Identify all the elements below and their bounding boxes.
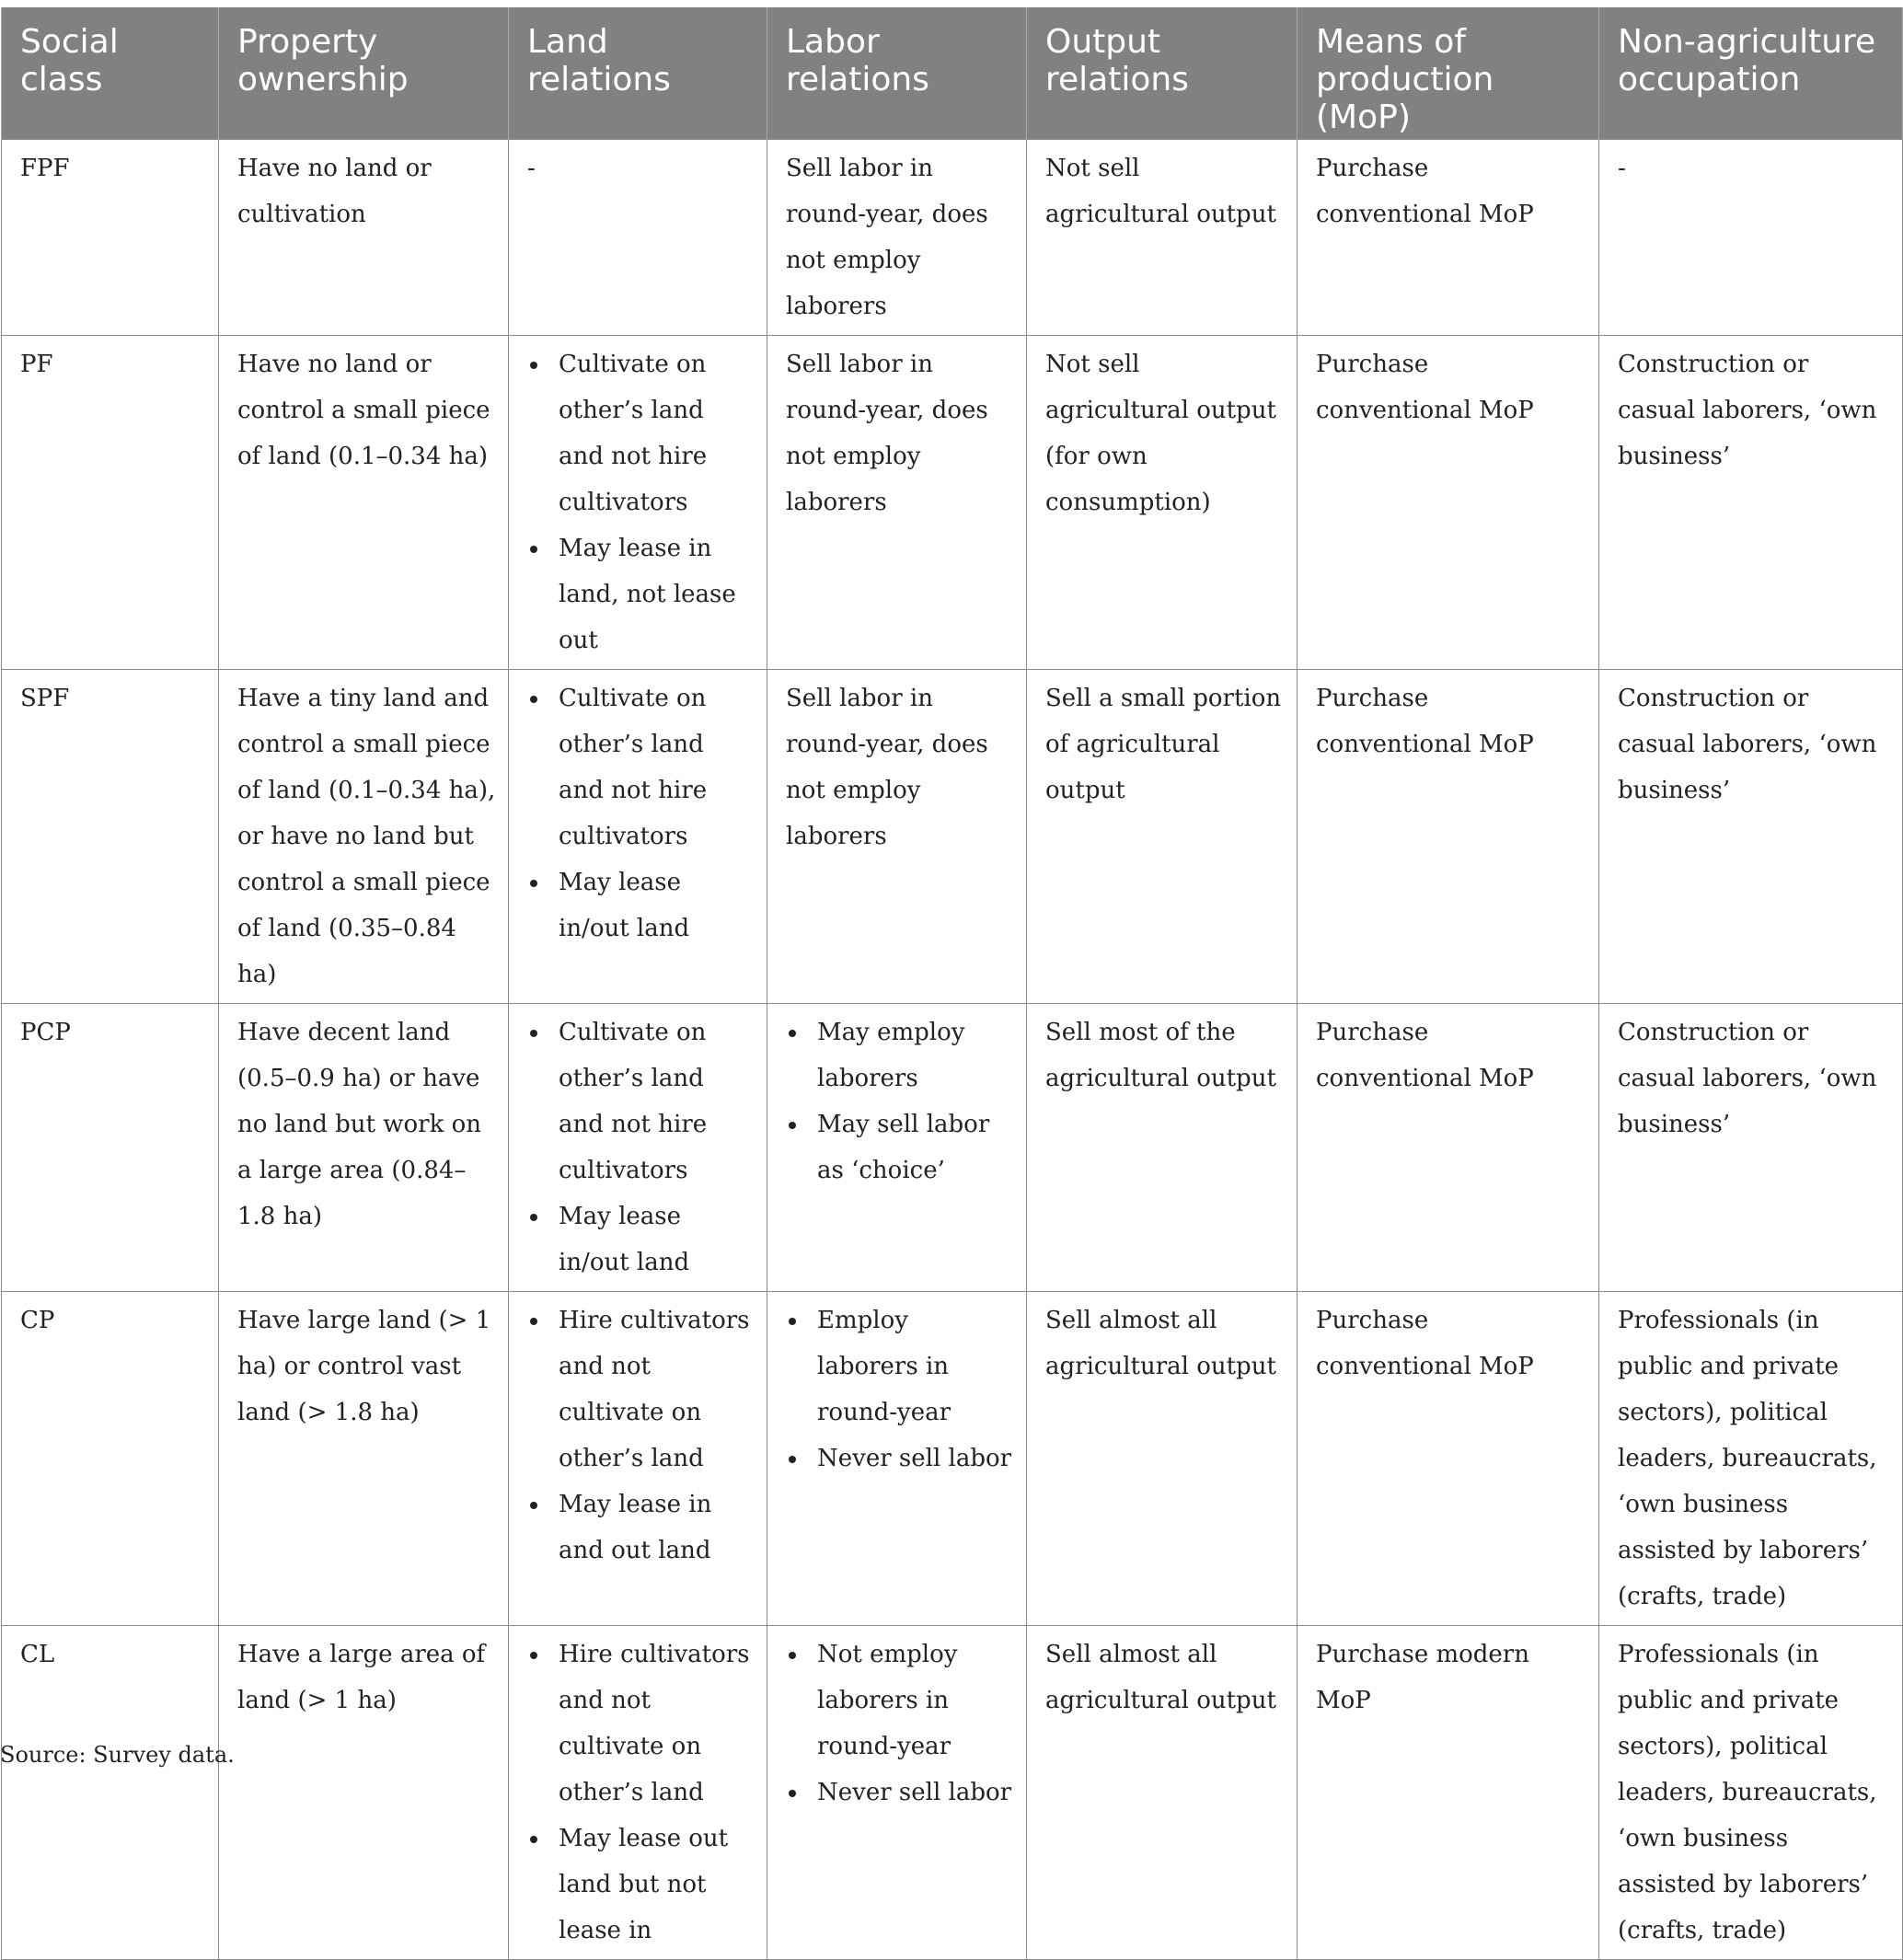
header-means-of-production: Means of production (MoP) bbox=[1298, 7, 1599, 139]
cell-social-class: PCP bbox=[2, 1003, 219, 1291]
list-item: Cultivate on other’s land and not hire cultivators bbox=[559, 1009, 755, 1193]
table-header-row bbox=[2, 7, 1903, 139]
list-item: Hire cultivators and not cultivate on other’s land bbox=[559, 1297, 755, 1482]
cell-social-class: CP bbox=[2, 1291, 219, 1625]
cell-mop: Purchase conventional MoP bbox=[1298, 139, 1599, 335]
cell-labor bbox=[767, 1291, 1027, 1625]
header-labor-relations: Labor relations bbox=[767, 7, 1027, 139]
cell-labor bbox=[767, 1625, 1027, 1959]
cell-output: Sell almost all agricultural output bbox=[1027, 1291, 1298, 1625]
table-row bbox=[2, 1291, 1903, 1625]
list-item: Hire cultivators and not cultivate on other’s land bbox=[559, 1631, 755, 1816]
cell-property: Have decent land (0.5–0.9 ha) or have no land but work on a large area (0.84–1.8 ha) bbox=[219, 1003, 509, 1291]
table-row bbox=[2, 1003, 1903, 1291]
cell-property: Have a large area of land (> 1 ha) bbox=[219, 1625, 509, 1959]
cell-property: Have no land or cultivation bbox=[219, 139, 509, 335]
cell-labor bbox=[767, 1003, 1027, 1291]
cell-land bbox=[509, 335, 767, 669]
cell-mop: Purchase conventional MoP bbox=[1298, 1291, 1599, 1625]
list-item: May lease in/out land bbox=[559, 859, 755, 951]
list-item: May sell labor as ‘choice’ bbox=[817, 1101, 1015, 1193]
cell-non-agriculture: - bbox=[1599, 139, 1903, 335]
list-item: Employ laborers in round-year bbox=[817, 1297, 1015, 1435]
cell-property: Have a tiny land and control a small piece of land (0.1–0.34 ha), or have no land but control a small piece of land (0.35–0.84 ha) bbox=[219, 669, 509, 1003]
list-item: Never sell labor bbox=[817, 1770, 1015, 1816]
list-item: May lease in/out land bbox=[559, 1193, 755, 1286]
cell-mop: Purchase conventional MoP bbox=[1298, 335, 1599, 669]
table-row bbox=[2, 139, 1903, 335]
cell-output: Not sell agricultural output bbox=[1027, 139, 1298, 335]
cell-output: Sell a small portion of agricultural output bbox=[1027, 669, 1298, 1003]
header-property-ownership: Property ownership bbox=[219, 7, 509, 139]
cell-land bbox=[509, 1003, 767, 1291]
labor-relations-list bbox=[786, 1631, 1015, 1816]
cell-output: Sell almost all agricultural output bbox=[1027, 1625, 1298, 1959]
cell-social-class: PF bbox=[2, 335, 219, 669]
cell-non-agriculture: Professionals (in public and private sectors), political leaders, bureaucrats, ‘own business assisted by laborers’ (crafts, trade) bbox=[1599, 1291, 1903, 1625]
header-output-relations: Output relations bbox=[1027, 7, 1298, 139]
list-item: Never sell labor bbox=[817, 1435, 1015, 1482]
cell-mop: Purchase modern MoP bbox=[1298, 1625, 1599, 1959]
cell-non-agriculture: Construction or casual laborers, ‘own business’ bbox=[1599, 669, 1903, 1003]
land-relations-list bbox=[527, 341, 755, 663]
header-social-class: Social class bbox=[2, 7, 219, 139]
land-relations-list bbox=[527, 1631, 755, 1954]
cell-output: Sell most of the agricultural output bbox=[1027, 1003, 1298, 1291]
labor-relations-list bbox=[786, 1297, 1015, 1482]
list-item: May lease in and out land bbox=[559, 1482, 755, 1574]
list-item: Cultivate on other’s land and not hire cultivators bbox=[559, 675, 755, 859]
header-non-agriculture-occupation: Non-agriculture occupation bbox=[1599, 7, 1903, 139]
cell-non-agriculture: Construction or casual laborers, ‘own business’ bbox=[1599, 335, 1903, 669]
land-relations-list bbox=[527, 1009, 755, 1286]
list-item: May employ laborers bbox=[817, 1009, 1015, 1101]
cell-labor: Sell labor in round-year, does not employ laborers bbox=[767, 335, 1027, 669]
table-row bbox=[2, 335, 1903, 669]
cell-mop: Purchase conventional MoP bbox=[1298, 669, 1599, 1003]
list-item: Not employ laborers in round-year bbox=[817, 1631, 1015, 1770]
cell-non-agriculture: Professionals (in public and private sectors), political leaders, bureaucrats, ‘own business assisted by laborers’ (crafts, trade) bbox=[1599, 1625, 1903, 1959]
cell-land bbox=[509, 1291, 767, 1625]
land-relations-list bbox=[527, 1297, 755, 1574]
cell-property: Have no land or control a small piece of land (0.1–0.34 ha) bbox=[219, 335, 509, 669]
cell-labor: Sell labor in round-year, does not employ laborers bbox=[767, 139, 1027, 335]
header-land-relations: Land relations bbox=[509, 7, 767, 139]
list-item: May lease out land but not lease in bbox=[559, 1816, 755, 1954]
table-row bbox=[2, 669, 1903, 1003]
social-class-table bbox=[1, 7, 1903, 1960]
cell-social-class: SPF bbox=[2, 669, 219, 1003]
land-relations-list bbox=[527, 675, 755, 951]
list-item: May lease in land, not lease out bbox=[559, 525, 755, 663]
cell-land: - bbox=[509, 139, 767, 335]
cell-social-class: FPF bbox=[2, 139, 219, 335]
cell-labor: Sell labor in round-year, does not employ laborers bbox=[767, 669, 1027, 1003]
cell-output: Not sell agricultural output (for own consumption) bbox=[1027, 335, 1298, 669]
cell-land bbox=[509, 1625, 767, 1959]
cell-non-agriculture: Construction or casual laborers, ‘own business’ bbox=[1599, 1003, 1903, 1291]
table-row bbox=[2, 1625, 1903, 1959]
labor-relations-list bbox=[786, 1009, 1015, 1193]
cell-property: Have large land (> 1 ha) or control vast land (> 1.8 ha) bbox=[219, 1291, 509, 1625]
cell-social-class: CL bbox=[2, 1625, 219, 1959]
list-item: Cultivate on other’s land and not hire cultivators bbox=[559, 341, 755, 525]
cell-mop: Purchase conventional MoP bbox=[1298, 1003, 1599, 1291]
table-source-note: Source: Survey data. bbox=[0, 1742, 235, 1768]
cell-land bbox=[509, 669, 767, 1003]
